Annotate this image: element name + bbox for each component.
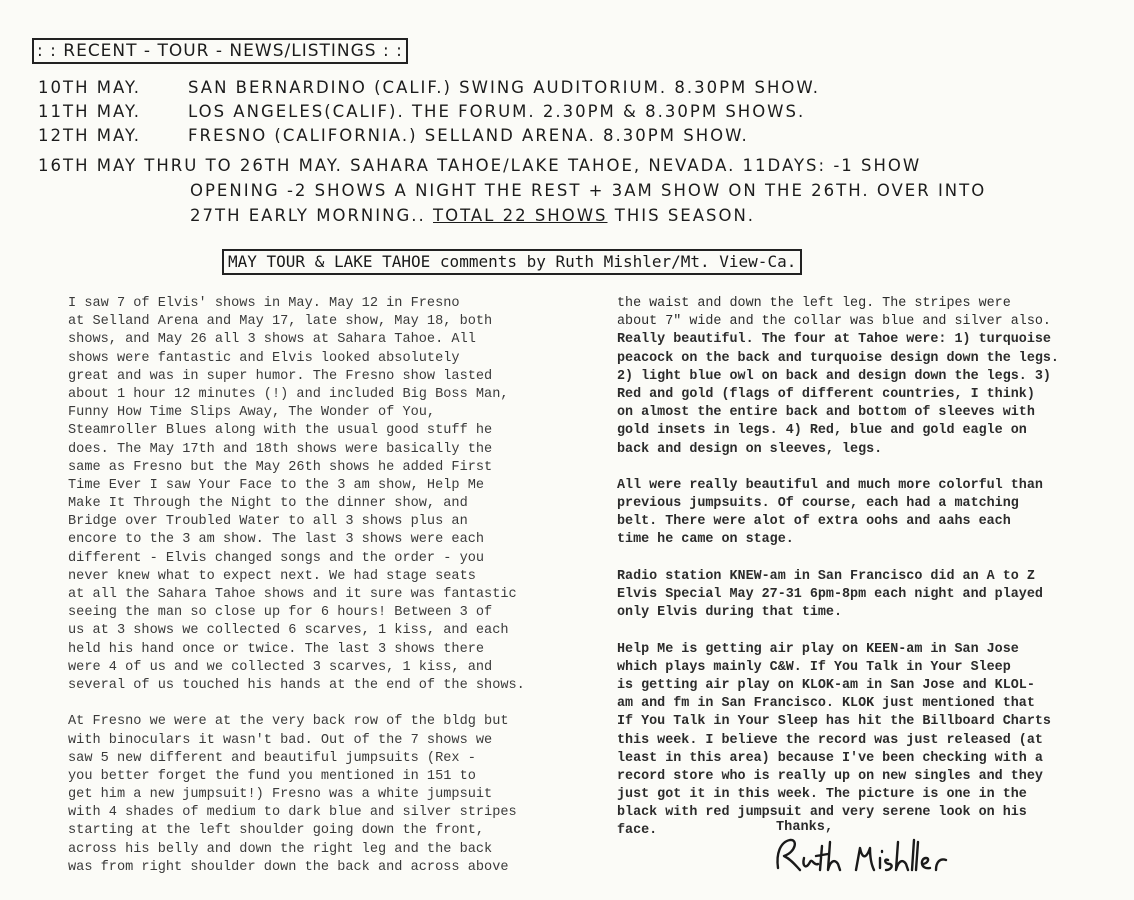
right-column-text <box>617 295 1059 841</box>
text-line: belt. There were alot of extra oohs and aahs each <box>617 514 1011 530</box>
text-line: only Elvis during that time. <box>617 605 842 621</box>
text-line: on almost the entire back and bottom of sleeves with <box>617 405 1035 421</box>
text-line: about 7" wide and the collar was blue and silver also. <box>617 314 1051 330</box>
tahoe-line-3 <box>38 206 986 231</box>
listing-description: SAN BERNARDINO (CALIF.) SWING AUDITORIUM. 8.30PM SHOW. <box>188 78 821 97</box>
listing-date: 12TH MAY. <box>38 126 141 145</box>
text-line: Help Me is getting air play on KEEN-am in San Jose <box>617 641 1019 657</box>
text-line: face. <box>617 823 658 839</box>
tahoe-line-3-pre: 27TH EARLY MORNING.. <box>190 206 433 225</box>
text-line: just got it in this week. The picture is one in the <box>617 787 1027 803</box>
tahoe-line-2: OPENING -2 SHOWS A NIGHT THE REST + 3AM SHOW ON THE 26TH. OVER INTO <box>190 181 987 200</box>
listing-date: 11TH MAY. <box>38 102 141 121</box>
left-column-text <box>68 295 525 877</box>
text-line: was from right shoulder down the back and across above <box>68 859 509 875</box>
paragraph-gap <box>617 622 1059 640</box>
paragraph-gap <box>617 550 1059 568</box>
text-line: with 4 shades of medium to dark blue and silver stripes <box>68 805 517 821</box>
text-line: you better forget the fund you mentioned in 151 to <box>68 768 476 784</box>
text-line: least in this area) because I've been checking with a <box>617 750 1043 766</box>
text-line: If You Talk in Your Sleep has hit the Billboard Charts <box>617 714 1051 730</box>
handwritten-signature <box>770 830 960 880</box>
text-line: starting at the left shoulder going down the front, <box>68 823 485 839</box>
text-line: previous jumpsuits. Of course, each had a matching <box>617 496 1019 512</box>
text-line: same as Fresno but the May 26th shows he added First <box>68 459 493 475</box>
listing-date: 10TH MAY. <box>38 78 141 97</box>
text-line: Steamroller Blues along with the usual good stuff he <box>68 423 493 439</box>
total-shows-underlined: TOTAL 22 SHOWS <box>433 206 608 225</box>
tahoe-listing <box>38 156 986 231</box>
text-line: Red and gold (flags of different countries, I think) <box>617 386 1035 402</box>
text-line: at all the Sahara Tahoe shows and it sure was fantastic <box>68 587 517 602</box>
text-line: this week. I believe the record was just released (at <box>617 732 1043 748</box>
text-line: get him a new jumpsuit!) Fresno was a white jumpsuit <box>68 787 493 803</box>
text-line: different - Elvis changed songs and the order - you <box>68 550 485 566</box>
text-line: record store who is really up on new singles and they <box>617 768 1043 784</box>
text-line: peacock on the back and turquoise design down the legs. <box>617 350 1059 366</box>
text-line: 2) light blue owl on back and design down the legs. 3) <box>617 368 1051 384</box>
text-line: Elvis Special May 27-31 6pm-8pm each night and played <box>617 587 1043 602</box>
comments-heading: MAY TOUR & LAKE TAHOE comments by Ruth Mishler/Mt. View-Ca. <box>222 249 802 275</box>
text-line: with binoculars it wasn't bad. Out of the 7 shows we <box>68 732 493 748</box>
text-line: Bridge over Troubled Water to all 3 shows plus an <box>68 514 468 530</box>
text-line: about 1 hour 12 minutes (!) and included Big Boss Man, <box>68 386 509 402</box>
text-line: does. The May 17th and 18th shows were basically the <box>68 441 493 457</box>
text-line: am and fm in San Francisco. KLOK just mentioned that <box>617 696 1035 712</box>
listing-row <box>38 102 805 121</box>
text-line: Radio station KNEW-am in San Francisco did an A to Z <box>617 568 1035 584</box>
text-line: gold insets in legs. 4) Red, blue and gold eagle on <box>617 423 1027 439</box>
paragraph-gap <box>68 695 525 713</box>
text-line: encore to the 3 am show. The last 3 shows were each <box>68 532 485 548</box>
tahoe-line-3-post: THIS SEASON. <box>607 206 756 225</box>
recent-tour-banner: : : RECENT - TOUR - NEWS/LISTINGS : : <box>32 38 408 64</box>
text-line: is getting air play on KLOK-am in San Jose and KLOL- <box>617 677 1035 693</box>
text-line: Time Ever I saw Your Face to the 3 am show, Help Me <box>68 477 485 493</box>
text-line: At Fresno we were at the very back row of the bldg but <box>68 714 509 730</box>
text-line: shows were fantastic and Elvis looked absolutely <box>68 350 460 366</box>
text-line: great and was in super humor. The Fresno show lasted <box>68 368 493 384</box>
listing-row <box>38 78 820 97</box>
text-line: Make It Through the Night to the dinner show, and <box>68 496 468 512</box>
text-line: us at 3 shows we collected 6 scarves, 1 kiss, and each <box>68 623 509 639</box>
listing-description: LOS ANGELES(CALIF). THE FORUM. 2.30PM & 8.30PM SHOWS. <box>188 102 806 121</box>
text-line: never knew what to expect next. We had stage seats <box>68 568 476 584</box>
tahoe-line-1: 16TH MAY THRU TO 26TH MAY. SAHARA TAHOE/LAKE TAHOE, NEVADA. 11DAYS: -1 SHOW <box>38 156 922 175</box>
text-line: I saw 7 of Elvis' shows in May. May 12 in Fresno <box>68 296 460 311</box>
thanks-text: Thanks, <box>776 820 834 835</box>
listing-row <box>38 126 749 145</box>
text-line: at Selland Arena and May 17, late show, May 18, both <box>68 314 493 330</box>
text-line: saw 5 new different and beautiful jumpsuits (Rex - <box>68 750 476 766</box>
text-line: were 4 of us and we collected 3 scarves, 1 kiss, and <box>68 659 493 675</box>
text-line: several of us touched his hands at the end of the shows. <box>68 677 525 693</box>
listing-description: FRESNO (CALIFORNIA.) SELLAND ARENA. 8.30PM SHOW. <box>188 126 749 145</box>
text-line: which plays mainly C&W. If You Talk in Your Sleep <box>617 659 1011 675</box>
text-line: across his belly and down the right leg and the back <box>68 841 493 857</box>
text-line: shows, and May 26 all 3 shows at Sahara Tahoe. All <box>68 332 476 348</box>
text-line: All were really beautiful and much more colorful than <box>617 477 1043 493</box>
text-line: back and design on sleeves, legs. <box>617 441 883 457</box>
text-line: the waist and down the left leg. The stripes were <box>617 296 1011 311</box>
text-line: black with red jumpsuit and very serene look on his <box>617 805 1027 821</box>
text-line: seeing the man so close up for 6 hours! Between 3 of <box>68 605 493 621</box>
text-line: Really beautiful. The four at Tahoe were: 1) turquoise <box>617 332 1051 348</box>
text-line: Funny How Time Slips Away, The Wonder of You, <box>68 405 436 421</box>
paragraph-gap <box>617 459 1059 477</box>
text-line: time he came on stage. <box>617 532 794 548</box>
text-line: held his hand once or twice. The last 3 shows there <box>68 641 485 657</box>
